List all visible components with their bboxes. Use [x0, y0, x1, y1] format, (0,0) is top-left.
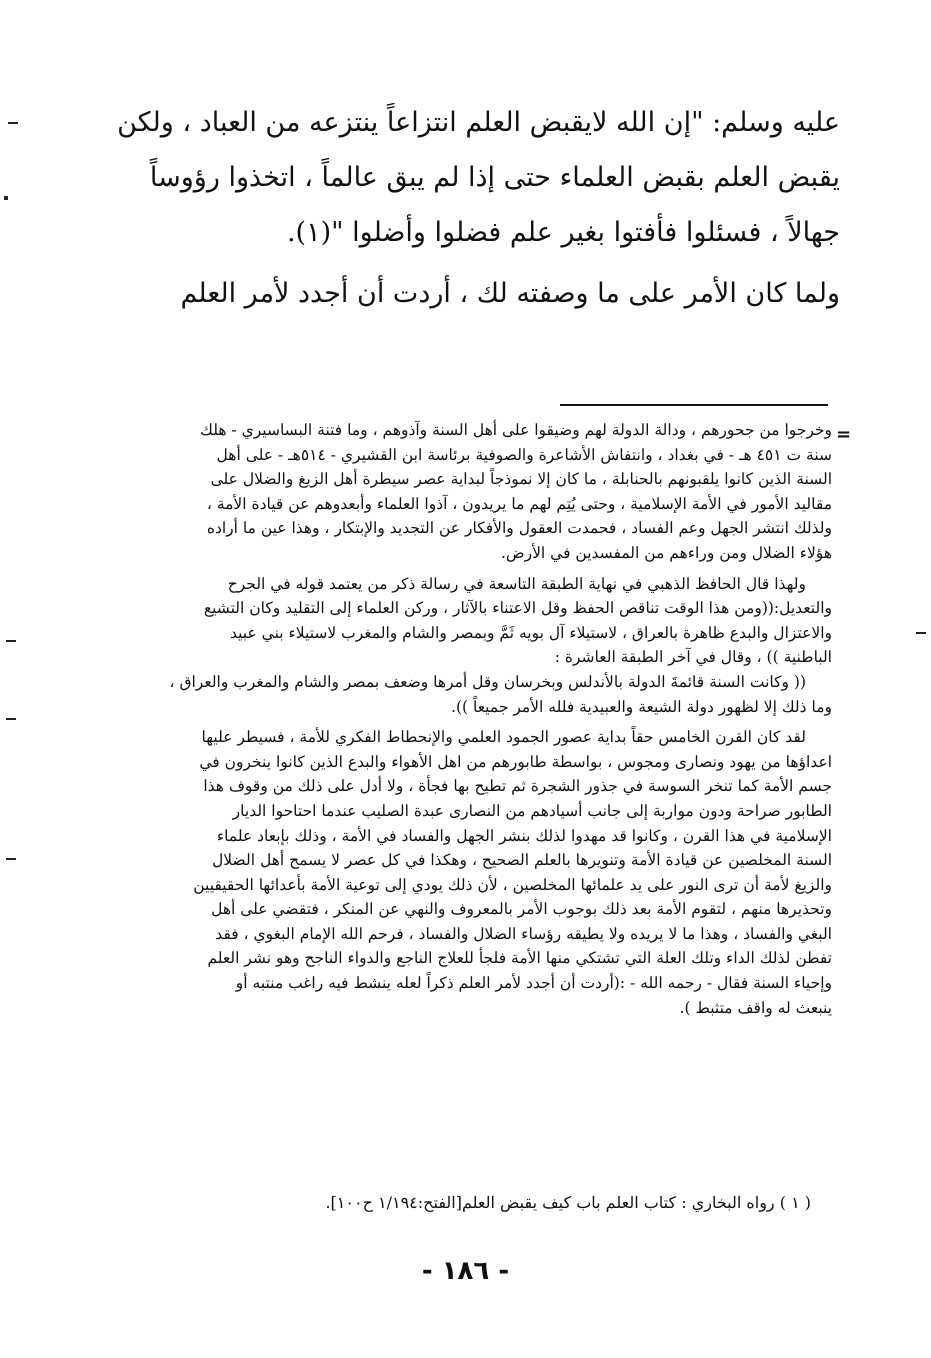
main-text-line: عليه وسلم: "إن الله لايقبض العلم انتزاعاً ينتزعه من العباد ، ولكن [117, 107, 840, 138]
footnote-line: لقد كان القرن الخامس حقاً بداية عصور الجمود العلمي والإنحطاط الفكري للأمة ، فسيطر عليها [201, 728, 806, 747]
continuation-marker: = [836, 424, 852, 445]
right-margin-mark [916, 632, 926, 634]
footnote-line: جسم الأمة كما تنخر السوسة في جذور الشجرة ثم تطيح بها فجأة ، ولا أدل على ذلك من وقوف هذا [203, 777, 832, 796]
footnote-line: الطابور صراحة ودون مواربة إلى جانب أسيادهم من النصارى عبدة الصليب عندما احتاحوا الديار [232, 801, 832, 820]
footnote-separator [560, 404, 828, 406]
footnote-line: وخرجوا من جحورهم ، ودالة الدولة لهم وضيقوا على أهل السنة وآذوهم ، وما فتنة البساسيري - هلك [200, 421, 832, 439]
footnote-paragraph [98, 418, 832, 566]
footnote-reference: ( ١ ) رواه البخاري : كتاب العلم باب كيف يقبض العلم[الفتح:١/١٩٤ ح١٠٠]. [325, 1193, 811, 1212]
footnote-paragraph [98, 725, 832, 1020]
footnote-line: السنة الذين كانوا يلقبونهم بالحنابلة ، ما كان إلا نموذجاً لبداية عصر سيطرة أهل الزيغ والضلال على [210, 470, 832, 489]
footnote-line: والاعتزال والبدع ظاهرة بالعراق ، لاستيلاء آل بويه ثَمَّ وبمصر والشام والمغرب لاستيلاء بني عبيد [229, 623, 832, 642]
footnote-line: الباطنية )) ، وقال في آخر الطبقة العاشرة : [554, 648, 832, 667]
left-margin-mark [4, 196, 8, 200]
page-number: - ١٨٦ - [421, 1256, 510, 1286]
footnote-line: البغي والفساد ، وهذا ما لا يريده ولا يطيقه رؤساء الضلال والفساد ، فرحم الله الإمام البغوي ، فقد [215, 924, 832, 943]
footnote-line: ولهذا قال الحافظ الذهبي في نهاية الطبقة التاسعة في رسالة ذكر من يعتمد قوله في الجرح [227, 574, 806, 593]
footnote-line: الإسلامية في هذا القرن ، وكانوا قد مهدوا لذلك بنشر الجهل والفساد في الأمة ، وذلك بإبعاد علماء [216, 826, 832, 845]
footnote-line: والزيغ لأمة أن ترى النور على يد علمائها المخلصين ، لأن ذلك يودي إلى توعية الأمة بأعدائها الحقيقيين [193, 875, 832, 894]
left-margin-mark [6, 640, 16, 642]
footnote-line: ينبعث له واقف متثبط ). [679, 998, 832, 1017]
footnote-line: سنة ت ٤٥١ هـ - في بغداد ، وانتفاش الأشاعرة والصوفية برئاسة ابن القشيري - ٥١٤هـ - على أهل [216, 445, 832, 464]
main-text [98, 95, 840, 321]
main-text-line: جهالاً ، فسئلوا فأفتوا بغير علم فضلوا وأضلوا "(١). [286, 217, 840, 248]
main-text-line: يقبض العلم بقبض العلماء حتى إذا لم يبق عالماً ، اتخذوا رؤوساً [149, 162, 840, 193]
left-margin-mark [6, 858, 16, 860]
footnote-line: وما ذلك إلا لظهور دولة الشيعة والعبيدية فلله الأمر جميعاً )). [451, 697, 832, 716]
footnote-line: وتحذيرها منهم ، لتقوم الأمة بعد ذلك بوجوب الأمر بالمعروف والنهي عن المنكر ، فتقضي على أهل [211, 900, 832, 919]
main-text-line: ولما كان الأمر على ما وصفته لك ، أردت أن أجدد لأمر العلم [180, 278, 840, 309]
footnote-line: مقاليد الأمور في الأمة الإسلامية ، وحتى يُتِم لهم ما يريدون ، آذوا العلماء وأبعدوهم عن قيادة الأمة ، [206, 494, 832, 513]
footnote-line: هؤلاء الضلال ومن وراءهم من المفسدين في الأرض. [500, 543, 832, 562]
footnote-line: تفطن لذلك الداء وتلك العلة التي تشتكي منها الأمة فلجأ للعلاج الناجع والدواء الناجح وهو نشر العلم [207, 949, 832, 968]
footnote-line: وإحياء السنة فقال - رحمه الله - :(أردت أن أجدد لأمر العلم ذكراً لعله ينشط فيه راغب منتبه أو [235, 974, 832, 993]
footnote-paragraph [98, 572, 832, 670]
footnote-line: والتعديل:((ومن هذا الوقت تناقص الحفظ وقل الاعتناء بالآثار ، وركن العلماء إلى التقليد وكان التشيع [203, 599, 832, 618]
footnote-quote [98, 670, 832, 719]
footnote-line: اعداؤها من يهود ونصارى ومجوس ، بواسطة طابورهم من اهل الأهواء والبدع الذين كانوا ينخرون في [199, 752, 832, 771]
footnote-line: ولذلك انتشر الجهل وعم الفساد ، فحمدت العقول والأفكار عن التجديد والإبتكار ، وهذا عين ما أراده [206, 519, 832, 538]
footnote-line: (( وكانت السنة قائمةَ الدولة بالأندلس وبخرسان وقل أمرها وضعف بمصر والشام والمغرب والعراق ، [169, 672, 806, 691]
footnotes [98, 418, 832, 1020]
footnote-line: السنة المخلصين عن قيادة الأمة وتنويرها بالعلم الصحيح ، وهكذا في كل عصر لا يسمح أهل الضلال [212, 851, 832, 870]
left-margin-mark [6, 718, 16, 720]
left-margin-mark [8, 122, 18, 124]
